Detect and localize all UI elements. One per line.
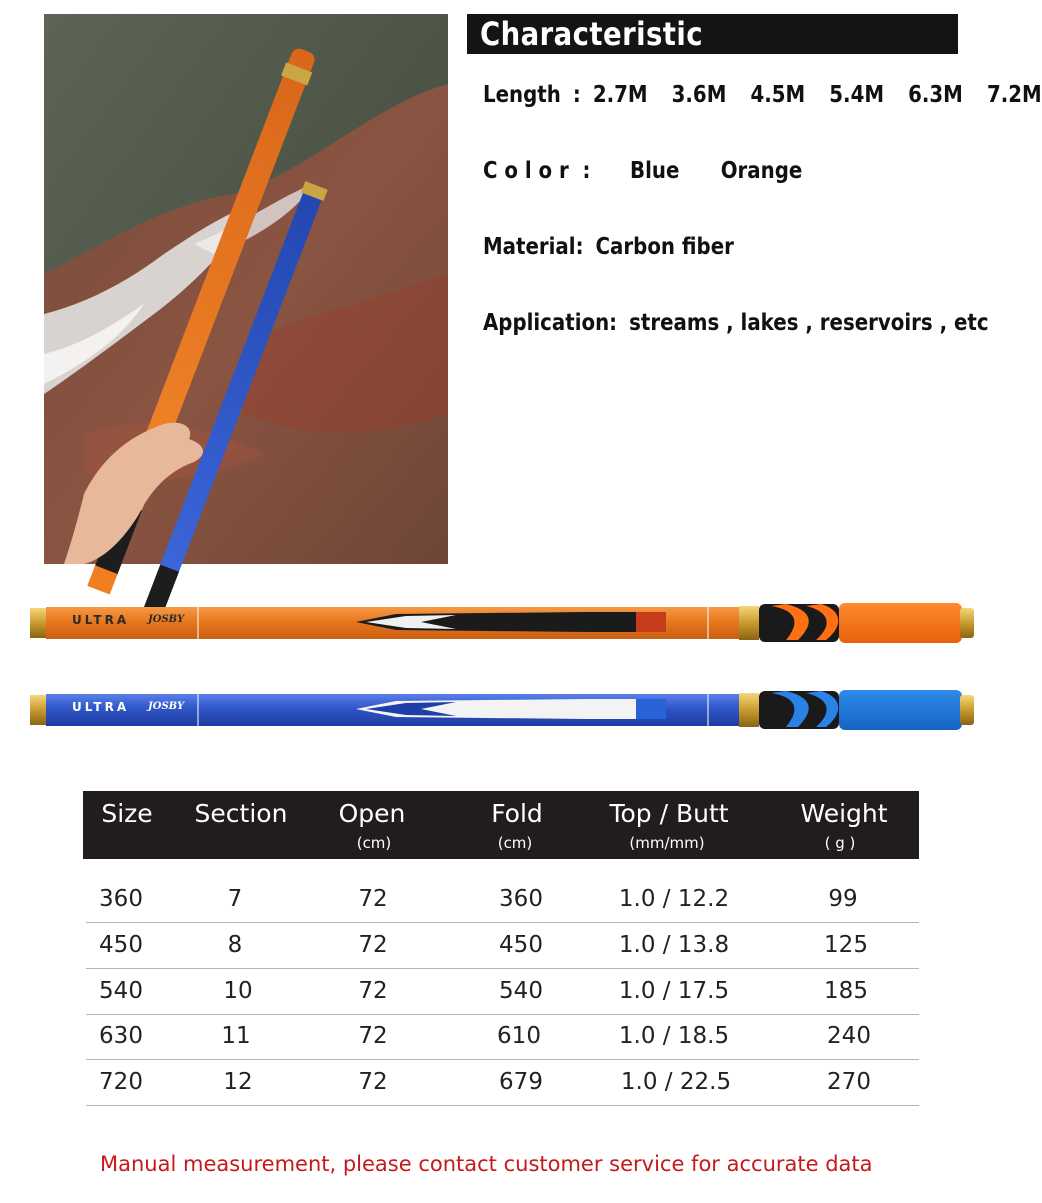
cell-weight: 270 <box>827 1069 871 1095</box>
cell-fold: 679 <box>499 1069 543 1095</box>
column-header-size: Size <box>101 799 153 828</box>
cell-weight: 99 <box>828 886 858 912</box>
color-spec <box>483 158 802 184</box>
characteristic-header <box>467 14 958 54</box>
cell-top-butt: 1.0 / 17.5 <box>618 978 730 1004</box>
length-value: 3.6M <box>671 82 727 108</box>
cell-weight: 240 <box>827 1023 871 1049</box>
cell-top-butt: 1.0 / 18.5 <box>618 1023 730 1049</box>
length-value: 4.5M <box>750 82 806 108</box>
length-label: Length <box>483 82 561 108</box>
cell-fold: 360 <box>499 886 543 912</box>
rod-brand-text: ULTRA <box>72 700 130 714</box>
color-separator: : <box>582 158 591 184</box>
product-photo <box>44 14 448 564</box>
cell-open: 72 <box>358 978 388 1004</box>
cell-fold: 610 <box>497 1023 541 1049</box>
spec-table-header <box>83 791 919 859</box>
cell-section: 7 <box>227 886 243 912</box>
column-header-open: Open <box>338 799 406 828</box>
table-row <box>86 1013 919 1060</box>
color-value: Orange <box>720 158 803 184</box>
cell-top-butt: 1.0 / 12.2 <box>618 886 730 912</box>
cell-open: 72 <box>358 1023 388 1049</box>
column-unit-fold: (cm) <box>497 834 533 852</box>
cell-size: 360 <box>99 886 143 912</box>
cell-weight: 185 <box>824 978 868 1004</box>
color-label: Color <box>483 158 576 184</box>
cell-weight: 125 <box>824 932 868 958</box>
cell-size: 540 <box>99 978 143 1004</box>
cell-section: 10 <box>223 978 253 1004</box>
characteristic-title: Characteristic <box>480 15 703 53</box>
cell-fold: 540 <box>499 978 543 1004</box>
rod-logo-text: JOSBY <box>148 614 185 625</box>
column-header-weight: Weight <box>800 799 888 828</box>
measurement-note: Manual measurement, please contact customer service for accurate data <box>100 1152 873 1176</box>
cell-size: 720 <box>99 1069 143 1095</box>
application-label: Application: <box>483 310 618 336</box>
table-row <box>86 968 919 1015</box>
color-value: Blue <box>630 158 680 184</box>
table-row <box>86 1059 919 1106</box>
cell-section: 11 <box>221 1023 251 1049</box>
column-unit-weight: ( g ) <box>824 834 856 852</box>
column-header-fold: Fold <box>491 799 543 828</box>
cell-top-butt: 1.0 / 22.5 <box>620 1069 732 1095</box>
table-row <box>86 922 919 969</box>
application-value: streams , lakes , reservoirs , etc <box>629 310 989 336</box>
cell-open: 72 <box>358 1069 388 1095</box>
length-value: 7.2M <box>986 82 1042 108</box>
rod-logo-text: JOSBY <box>148 701 185 712</box>
length-separator: : <box>572 82 581 108</box>
length-value: 5.4M <box>829 82 885 108</box>
column-unit-open: (cm) <box>356 834 392 852</box>
cell-open: 72 <box>358 886 388 912</box>
cell-fold: 450 <box>499 932 543 958</box>
cell-top-butt: 1.0 / 13.8 <box>618 932 730 958</box>
cell-size: 630 <box>99 1023 143 1049</box>
orange-rod-image <box>26 602 976 644</box>
material-value: Carbon fiber <box>595 234 734 260</box>
length-spec <box>483 82 1042 108</box>
table-row <box>86 876 919 923</box>
cell-size: 450 <box>99 932 143 958</box>
material-spec <box>483 234 734 260</box>
material-label: Material: <box>483 234 584 260</box>
cell-open: 72 <box>358 932 388 958</box>
cell-section: 12 <box>223 1069 253 1095</box>
length-value: 2.7M <box>592 82 648 108</box>
cell-section: 8 <box>227 932 243 958</box>
column-unit-top-butt: (mm/mm) <box>629 834 705 852</box>
rod-brand-text: ULTRA <box>72 613 130 627</box>
column-header-section: Section <box>194 799 288 828</box>
blue-rod-image <box>26 689 976 731</box>
application-spec <box>483 310 989 336</box>
length-value: 6.3M <box>908 82 963 108</box>
column-header-top-butt: Top / Butt <box>609 799 729 828</box>
